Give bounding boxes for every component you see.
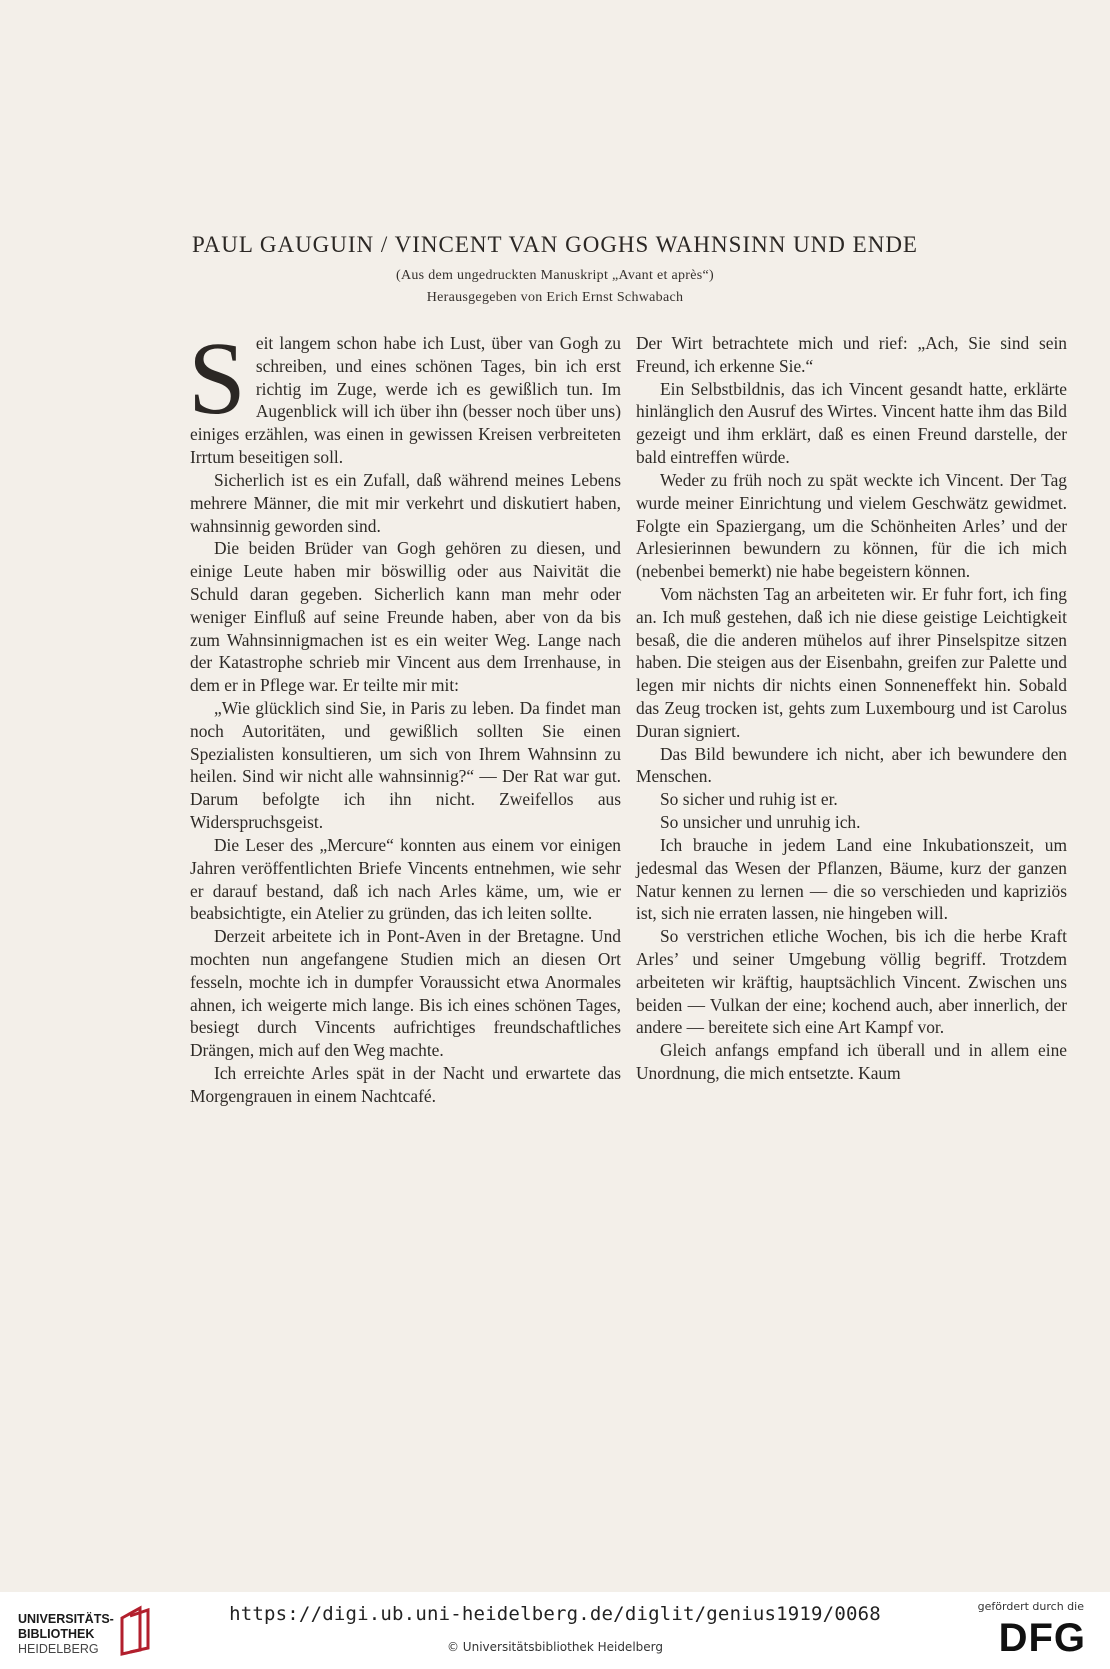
paragraph: Ein Selbstbildnis, das ich Vincent gesandt hatte, erklärte hinlänglich den Ausruf des Wirtes. Vincent hatte ihm das Bild gezeigt und ihm erklärt, daß es einen Freund darstelle, der bald eintreffen würde. <box>636 378 1067 468</box>
paragraph: Seit langem schon habe ich Lust, über van Gogh zu schreiben, und eines schönen Tages, bin ich erst richtig im Zuge, werde ich es gewißlich tun. Im Augenblick will ich über ihn (besser noch über uns) einiges erzählen, was einen in gewissen Kreisen verbreiteten Irrtum beseitigen soll. <box>188 321 621 468</box>
permalink-url[interactable]: https://digi.ub.uni-heidelberg.de/diglit/genius1919/0068 <box>229 1603 881 1625</box>
drop-cap: S <box>188 321 246 436</box>
paragraph: So unsicher und unruhig ich. <box>660 812 861 833</box>
paragraph: Ich erreichte Arles spät in der Nacht und erwartete das Morgengrauen in einem Nachtcafé. <box>190 1063 621 1106</box>
library-footer <box>0 1592 1110 1669</box>
dfg-logo[interactable]: DFG <box>998 1616 1086 1660</box>
paragraph: Weder zu früh noch zu spät weckte ich Vincent. Der Tag wurde meiner Einrichtung und vielem Geschwätz gewidmet. Folgte ein Spaziergang, um die Schönheiten Arles’ und der Arlesierinnen bewundern zu können, für die ich mich (nebenbei bemerkt) nie habe begeistern können. <box>636 469 1067 582</box>
paragraph: „Wie glücklich sind Sie, in Paris zu leben. Da findet man noch Autoritäten, und gewißlich sollten Sie einen Spezialisten konsultieren, um sich von Ihrem Wahnsinn zu heilen. Sind wir nicht alle wahnsinnig?“ — Der Rat war gut. Darum befolgte ich ihn nicht. Zweifellos aus Widerspruchsgeist. <box>190 698 621 833</box>
copyright-notice: © Universitätsbibliothek Heidelberg <box>446 1640 663 1654</box>
article-title: PAUL GAUGUIN / VINCENT VAN GOGHS WAHNSINN UND ENDE <box>192 232 918 257</box>
paragraph: Sicherlich ist es ein Zufall, daß während meines Lebens mehrere Männer, die mit mir verkehrt und diskutiert haben, wahnsinnig geworden sind. <box>190 469 621 536</box>
paragraph: Das Bild bewundere ich nicht, aber ich bewundere den Menschen. <box>636 743 1067 787</box>
right-column <box>636 332 1067 1085</box>
paragraph: So sicher und ruhig ist er. <box>660 789 838 810</box>
paragraph: Ich brauche in jedem Land eine Inkubationszeit, um jedesmal das Wesen der Pflanzen, Bäume, kurz der ganzen Natur kennen zu lernen — die so verschieden und kapriziös ist, sich nie erraten lassen, nie hingeben will. <box>636 834 1067 924</box>
library-logo-text[interactable]: UNIVERSITÄTS- BIBLIOTHEK HEIDELBERG <box>18 1612 114 1656</box>
paragraph: Der Wirt betrachtete mich und rief: „Ach, Sie sind sein Freund, ich erkenne Sie.“ <box>636 333 1067 376</box>
paragraph: Vom nächsten Tag an arbeiteten wir. Er fuhr fort, ich fing an. Ich muß gestehen, daß ich nie diese geistige Leichtigkeit besaß, die die anderen mühelos auf ihrer Pinselspitze sitzen haben. Die steigen aus der Eisenbahn, greifen zur Palette und legen mir nichts dir nichts einen Sonneneffekt hin. Sobald das Zeug trocken ist, gehts zum Luxembourg und ist Carolus Duran signiert. <box>636 583 1067 741</box>
paragraph: Derzeit arbeitete ich in Pont-Aven in der Bretagne. Und mochten nun angefangene Studien mich an diesen Ort fesseln, mochte ich in dumpfer Voraussicht etwa Anormales ahnen, ich weigerte mich lange. Bis ich eines schönen Tages, besiegt durch Vincents aufrichtiges freundschaftliches Drängen, mich auf den Weg machte. <box>190 926 621 1061</box>
left-column <box>188 321 621 1108</box>
paragraph: Gleich anfangs empfand ich überall und in allem eine Unordnung, die mich entsetzte. Kaum <box>636 1040 1067 1083</box>
paragraph: Die Leser des „Mercure“ konnten aus einem vor einigen Jahren veröffentlichten Briefe Vincents entnehmen, wie sehr er darauf bestand, daß ich nach Arles käme, um, wie er beabsichtigte, ein Atelier zu gründen, das ich leiten sollte. <box>190 834 621 924</box>
article-subtitle: (Aus dem ungedruckten Manuskript „Avant et après“) <box>396 268 714 283</box>
article-editor: Herausgegeben von Erich Ernst Schwabach <box>426 290 684 305</box>
paragraph: So verstrichen etliche Wochen, bis ich die herbe Kraft Arles’ und seiner Umgebung völlig begriff. Trotzdem arbeiteten wir kräftig, hauptsächlich Vincent. Zwischen uns beiden — Vulkan der eine; kochend auch, aber innerlich, der andere — bereitete sich eine Art Kampf vor. <box>636 926 1067 1038</box>
paragraph: Die beiden Brüder van Gogh gehören zu diesen, und einige Leute haben mir böswillig oder aus Naivität die Schuld daran gegeben. Sicherlich kann man mehr oder weniger Einfluß auf seine Freunde haben, aber von da bis zum Wahnsinnigmachen ist es ein weiter Weg. Lange nach der Katastrophe schrieb mir Vincent aus dem Irrenhause, in dem er in Pflege war. Er teilte mir mit: <box>190 538 621 696</box>
dfg-caption: gefördert durch die <box>977 1600 1084 1613</box>
